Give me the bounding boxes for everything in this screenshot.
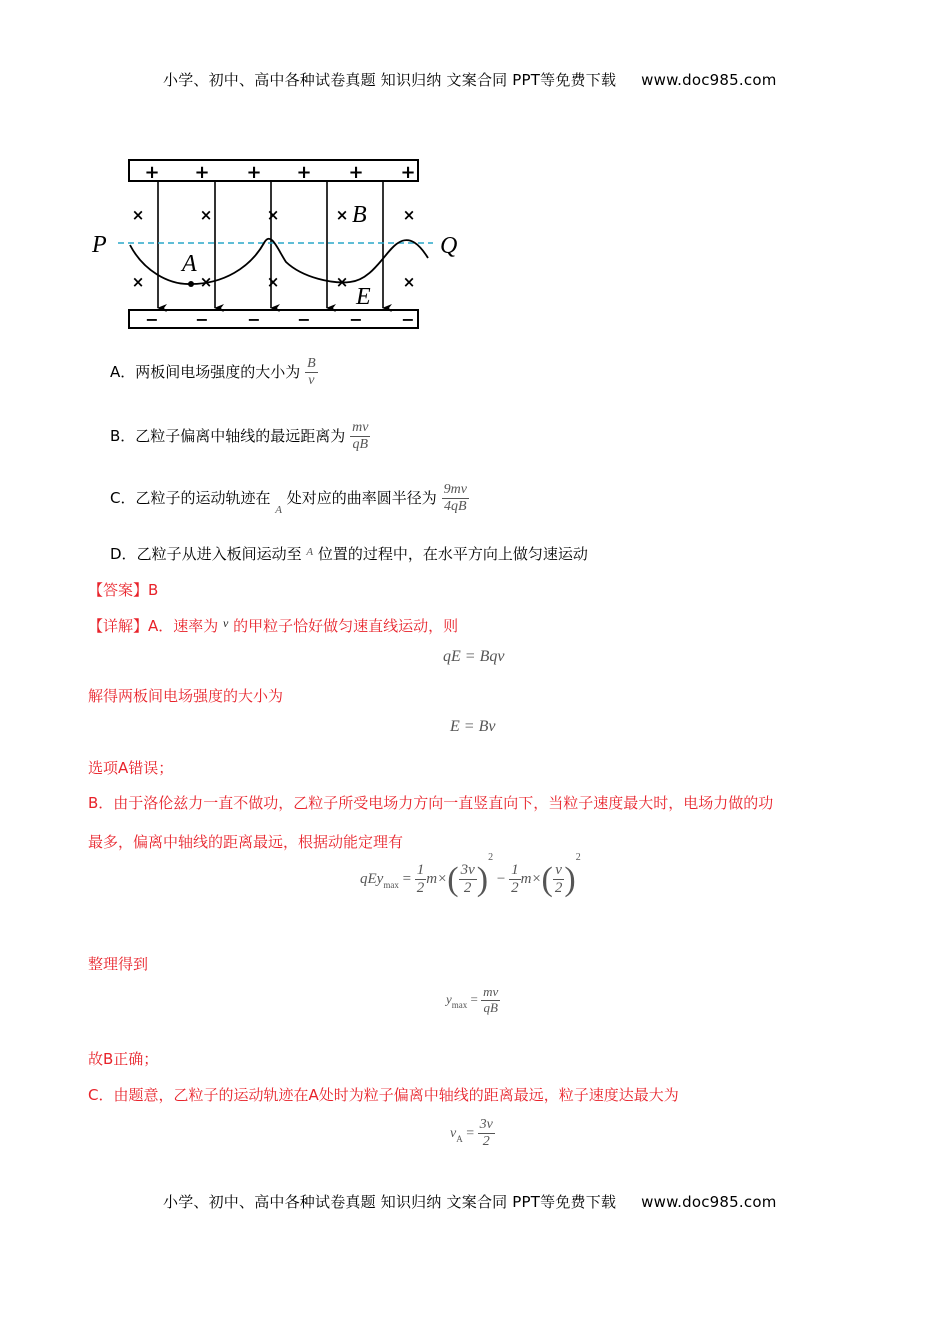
detail-line-7: 故B正确； [88,1050,159,1068]
minus-sign: − [401,310,415,329]
minus-sign: − [247,310,261,329]
detail-line-4: B．由于洛伦兹力一直不做功，乙粒子所受电场力方向一直竖直向下，当粒子速度最大时，电场力做的功 [88,794,774,812]
magnetic-cross: × [402,206,416,224]
footer-text: 小学、初中、高中各种试卷真题 知识归纳 文案合同 PPT等免费下载 [163,1193,617,1211]
minus-sign: − [145,310,159,329]
plus-sign: + [194,162,210,183]
point-A-dot [188,281,194,287]
magnetic-cross: × [402,273,416,291]
plus-sign: + [348,162,364,183]
magnetic-cross: × [266,206,280,224]
magnetic-cross: × [335,273,349,291]
magnetic-cross: × [199,273,213,291]
magnetic-cross: × [131,206,145,224]
detail-line-2: 解得两板间电场强度的大小为 [88,687,284,705]
magnetic-cross: × [131,273,145,291]
magnetic-cross: × [266,273,280,291]
option-c-fraction: $\frac{9mv}{4qB}$ [443,482,467,515]
option-a: A．两板间电场强度的大小为 $\frac{B}{v}$ [110,356,316,389]
option-b: B．乙粒子偏离中轴线的最远距离为 $\frac{mv}{qB}$ [110,420,369,453]
answer-label: 【答案】B [88,581,159,599]
option-c: C．乙粒子的运动轨迹在 $_A$ 处对应的曲率圆半径为 $\frac{9mv}{4qB}$ [110,482,467,517]
page-header [163,69,777,90]
equation-3: qEy$_{max}$ = $\frac{1}{2}$ m×( $\frac{3v}{2}$ )$^2$ − $\frac{1}{2}$ m×( $\frac{v}{2}$ )$^2$ [360,852,581,898]
equation-4: $y_{max}$ = $\frac{mv}{qB}$ [446,984,499,1015]
minus-sign: − [195,310,209,329]
negative-plate [129,310,418,328]
minus-sign: − [297,310,311,329]
label-E: E [356,284,371,310]
physics-figure [88,150,468,340]
label-B: B [352,202,367,228]
detail-line-3: 选项A错误； [88,759,174,777]
equation-5: $v_A$ = $\frac{3v}{2}$ [450,1117,493,1150]
label-A: A [182,251,197,277]
equation-2: E = Bv [450,718,496,735]
plus-sign: + [296,162,312,183]
positive-plate [129,160,418,181]
equation-1: qE = Bqv [443,648,505,665]
minus-sign: − [349,310,363,329]
header-url[interactable]: www.doc985.com [641,71,777,89]
header-text: 小学、初中、高中各种试卷真题 知识归纳 文案合同 PPT等免费下载 [163,71,617,89]
detail-line-5: 最多，偏离中轴线的距离最远，根据动能定理有 [88,833,404,851]
detail-line-1: 【详解】A．速率为 $^v$ 的甲粒子恰好做匀速直线运动，则 [88,616,459,635]
footer-url[interactable]: www.doc985.com [641,1193,777,1211]
plus-sign: + [144,162,160,183]
plus-sign: + [400,162,416,183]
option-a-fraction: $\frac{B}{v}$ [307,356,316,389]
detail-line-6: 整理得到 [88,955,149,973]
option-b-fraction: $\frac{mv}{qB}$ [352,420,369,453]
label-Q: Q [440,233,458,259]
detail-line-8: C．由题意，乙粒子的运动轨迹在A处时为粒子偏离中轴线的距离最远，粒子速度达最大为 [88,1086,679,1104]
option-d: D．乙粒子从进入板间运动至 $^A$ 位置的过程中，在水平方向上做匀速运动 [110,545,588,563]
label-P: P [92,232,107,258]
magnetic-cross: × [199,206,213,224]
magnetic-cross: × [335,206,349,224]
plus-sign: + [246,162,262,183]
page-footer [163,1191,777,1212]
